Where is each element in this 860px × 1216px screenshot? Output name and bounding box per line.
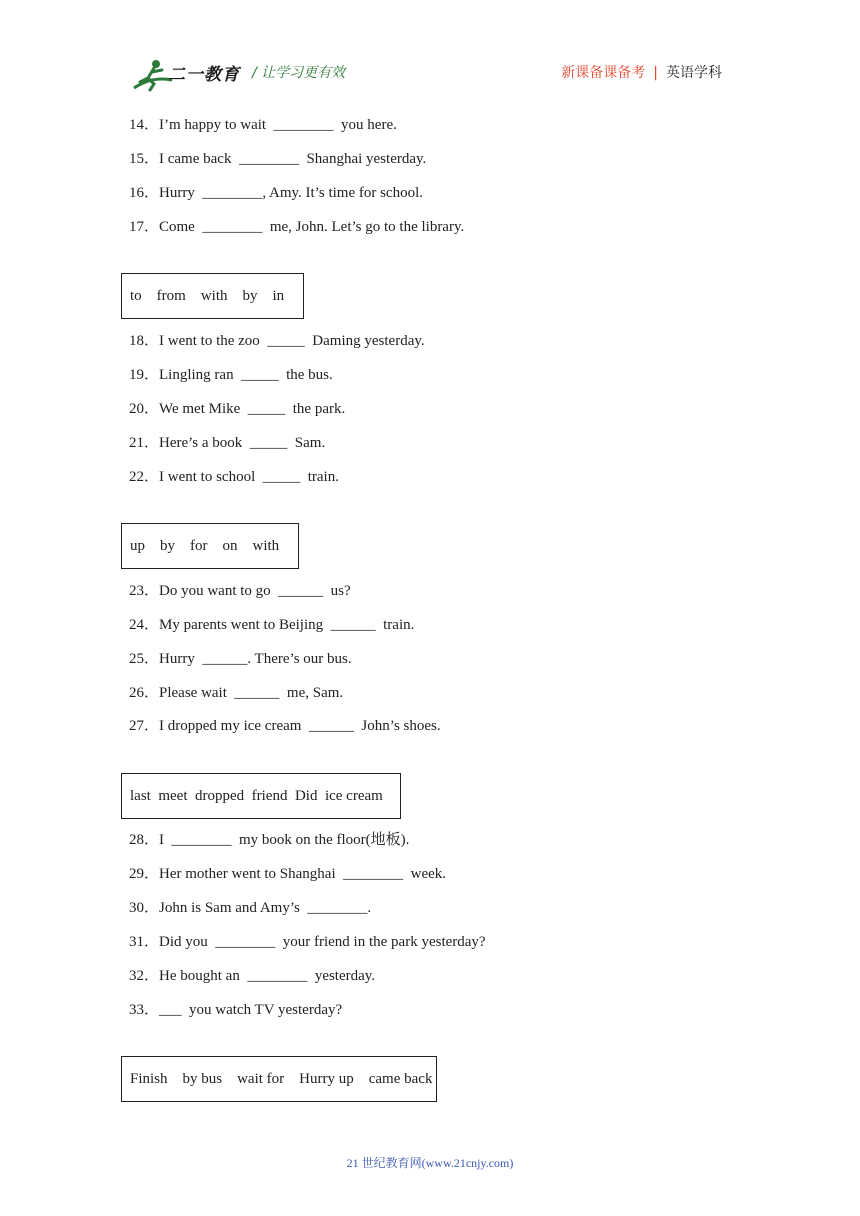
logo-text: 二一教育 — [168, 65, 240, 85]
question-21: 21．Here’s a book _____ Sam. — [129, 435, 326, 451]
word-box-2: up by for on with — [121, 523, 299, 569]
question-19: 19．Lingling ran _____ the bus. — [129, 367, 333, 383]
question-14: 14．I’m happy to wait ________ you here. — [129, 117, 397, 133]
question-25: 25．Hurry ______. There’s our bus. — [129, 651, 352, 667]
header-separator: | — [653, 65, 658, 81]
question-22: 22．I went to school _____ train. — [129, 469, 339, 485]
header-tagline: 新课备课备考 — [561, 65, 646, 81]
word-box-1: to from with by in — [121, 273, 304, 319]
question-29: 29．Her mother went to Shanghai ________ week. — [129, 866, 447, 882]
header-right — [561, 62, 722, 82]
question-26: 26．Please wait ______ me, Sam. — [129, 685, 344, 701]
question-32: 32．He bought an ________ yesterday. — [129, 968, 376, 984]
question-20: 20．We met Mike _____ the park. — [129, 401, 346, 417]
question-27: 27．I dropped my ice cream ______ John’s shoes. — [129, 718, 441, 734]
header-subject: 英语学科 — [666, 65, 722, 81]
word-box-4: Finish by bus wait for Hurry up came back — [121, 1056, 437, 1102]
question-18: 18．I went to the zoo _____ Daming yesterday. — [129, 333, 425, 349]
question-17: 17．Come ________ me, John. Let’s go to the library. — [129, 219, 465, 235]
question-30: 30．John is Sam and Amy’s ________. — [129, 900, 372, 916]
question-31: 31．Did you ________ your friend in the park yesterday? — [129, 934, 486, 950]
question-33: 33．___ you watch TV yesterday? — [129, 1002, 343, 1018]
question-16: 16．Hurry ________, Amy. It’s time for school. — [129, 185, 424, 201]
slogan: / 让学习更有效 — [252, 65, 346, 81]
question-23: 23．Do you want to go ______ us? — [129, 583, 351, 599]
question-28: 28．I ________ my book on the floor(地板). — [129, 832, 410, 848]
page-header — [0, 0, 860, 100]
word-box-3: last meet dropped friend Did ice cream — [121, 773, 401, 819]
page-footer: 21 世纪教育网(www.21cnjy.com) — [346, 1156, 514, 1170]
question-24: 24．My parents went to Beijing ______ train. — [129, 617, 415, 633]
question-15: 15．I came back ________ Shanghai yesterday. — [129, 151, 427, 167]
